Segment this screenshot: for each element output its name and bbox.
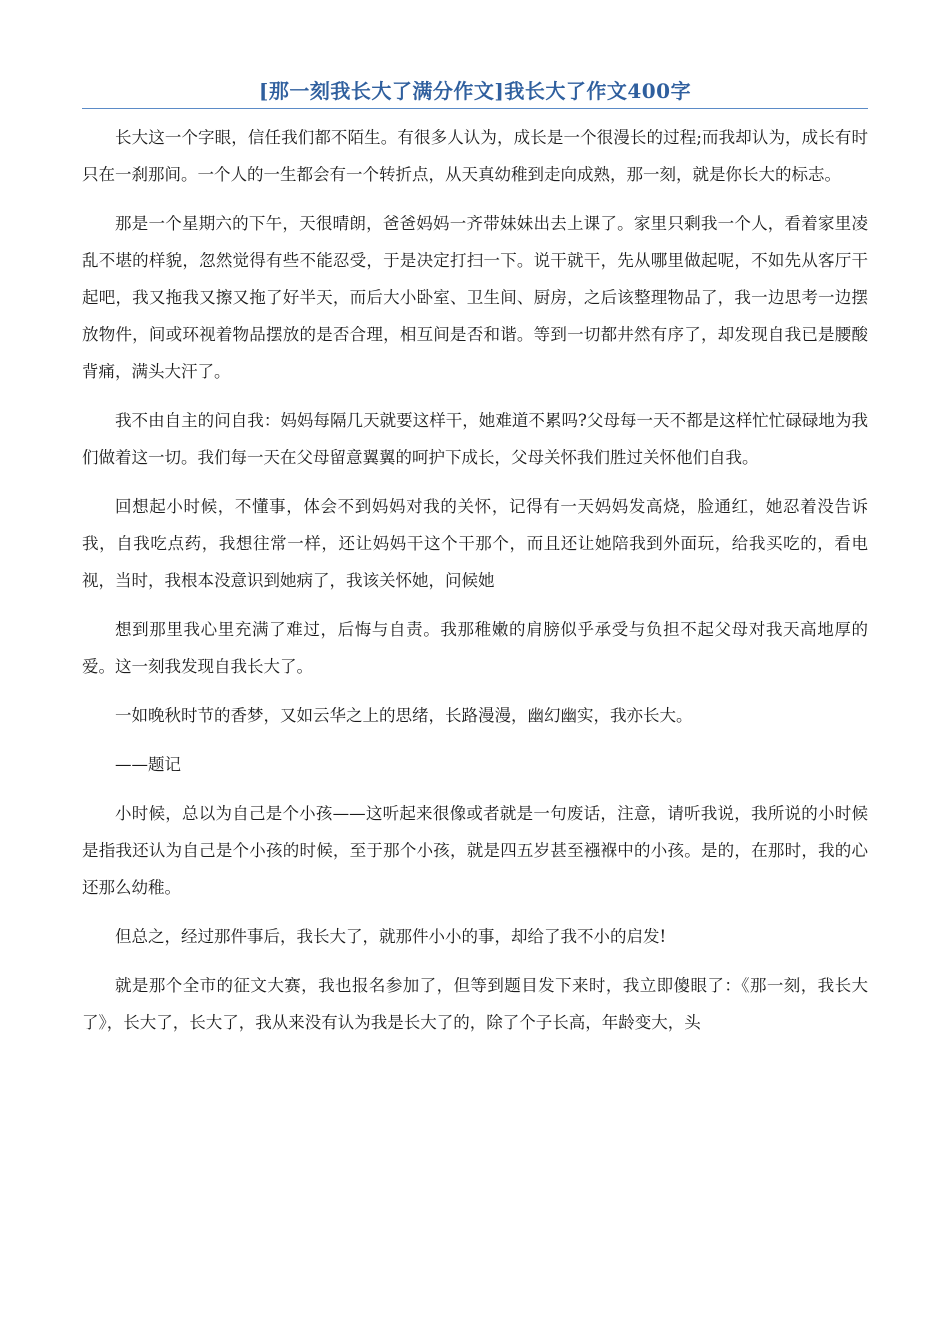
document-body [82,119,868,1041]
document-page [82,76,868,1053]
document-title: [那一刻我长大了满分作文]我长大了作文400字 [82,76,868,109]
paragraph: 小时候，总以为自己是个小孩——这听起来很像或者就是一句废话，注意，请听我说，我所说的小时候是指我还认为自己是个小孩的时候，至于那个小孩，就是四五岁甚至襁褓中的小孩。是的，在那时，我的心还那么幼稚。 [82,804,868,897]
paragraph: 想到那里我心里充满了难过，后悔与自责。我那稚嫩的肩膀似乎承受与负担不起父母对我天高地厚的爱。这一刻我发现自我长大了。 [82,620,868,676]
paragraph: 长大这一个字眼，信任我们都不陌生。有很多人认为，成长是一个很漫长的过程;而我却认为，成长有时只在一刹那间。一个人的一生都会有一个转折点，从天真幼稚到走向成熟，那一刻，就是你长大的标志。 [82,128,868,184]
paragraph: 但总之，经过那件事后，我长大了，就那件小小的事，却给了我不小的启发! [115,927,667,946]
paragraph: 就是那个全市的征文大赛，我也报名参加了，但等到题目发下来时，我立即傻眼了：《那一刻，我长大了》，长大了，长大了，我从来没有认为我是长大了的，除了个子长高，年龄变大，头 [82,976,868,1032]
paragraph: 我不由自主的问自我：妈妈每隔几天就要这样干，她难道不累吗?父母每一天不都是这样忙忙碌碌地为我们做着这一切。我们每一天在父母留意翼翼的呵护下成长，父母关怀我们胜过关怀他们自我。 [82,411,868,467]
paragraph-epigraph-source: ——题记 [115,755,181,774]
paragraph: 那是一个星期六的下午，天很晴朗，爸爸妈妈一齐带妹妹出去上课了。家里只剩我一个人，看着家里凌乱不堪的样貌，忽然觉得有些不能忍受，于是决定打扫一下。说干就干，先从哪里做起呢，不如先从客厅干起吧，我又拖我又擦又拖了好半天，而后大小卧室、卫生间、厨房，之后该整理物品了，我一边思考一边摆放物件，间或环视着物品摆放的是否合理，相互间是否和谐。等到一切都井然有序了，却发现自我已是腰酸背痛，满头大汗了。 [82,214,868,381]
paragraph: 回想起小时候，不懂事，体会不到妈妈对我的关怀，记得有一天妈妈发高烧，脸通红，她忍着没告诉我，自我吃点药，我想往常一样，还让妈妈干这个干那个，而且还让她陪我到外面玩，给我买吃的，看电视，当时，我根本没意识到她病了，我该关怀她，问候她 [82,497,868,590]
paragraph: 一如晚秋时节的香梦，又如云华之上的思绪，长路漫漫，幽幻幽实，我亦长大。 [115,706,693,725]
